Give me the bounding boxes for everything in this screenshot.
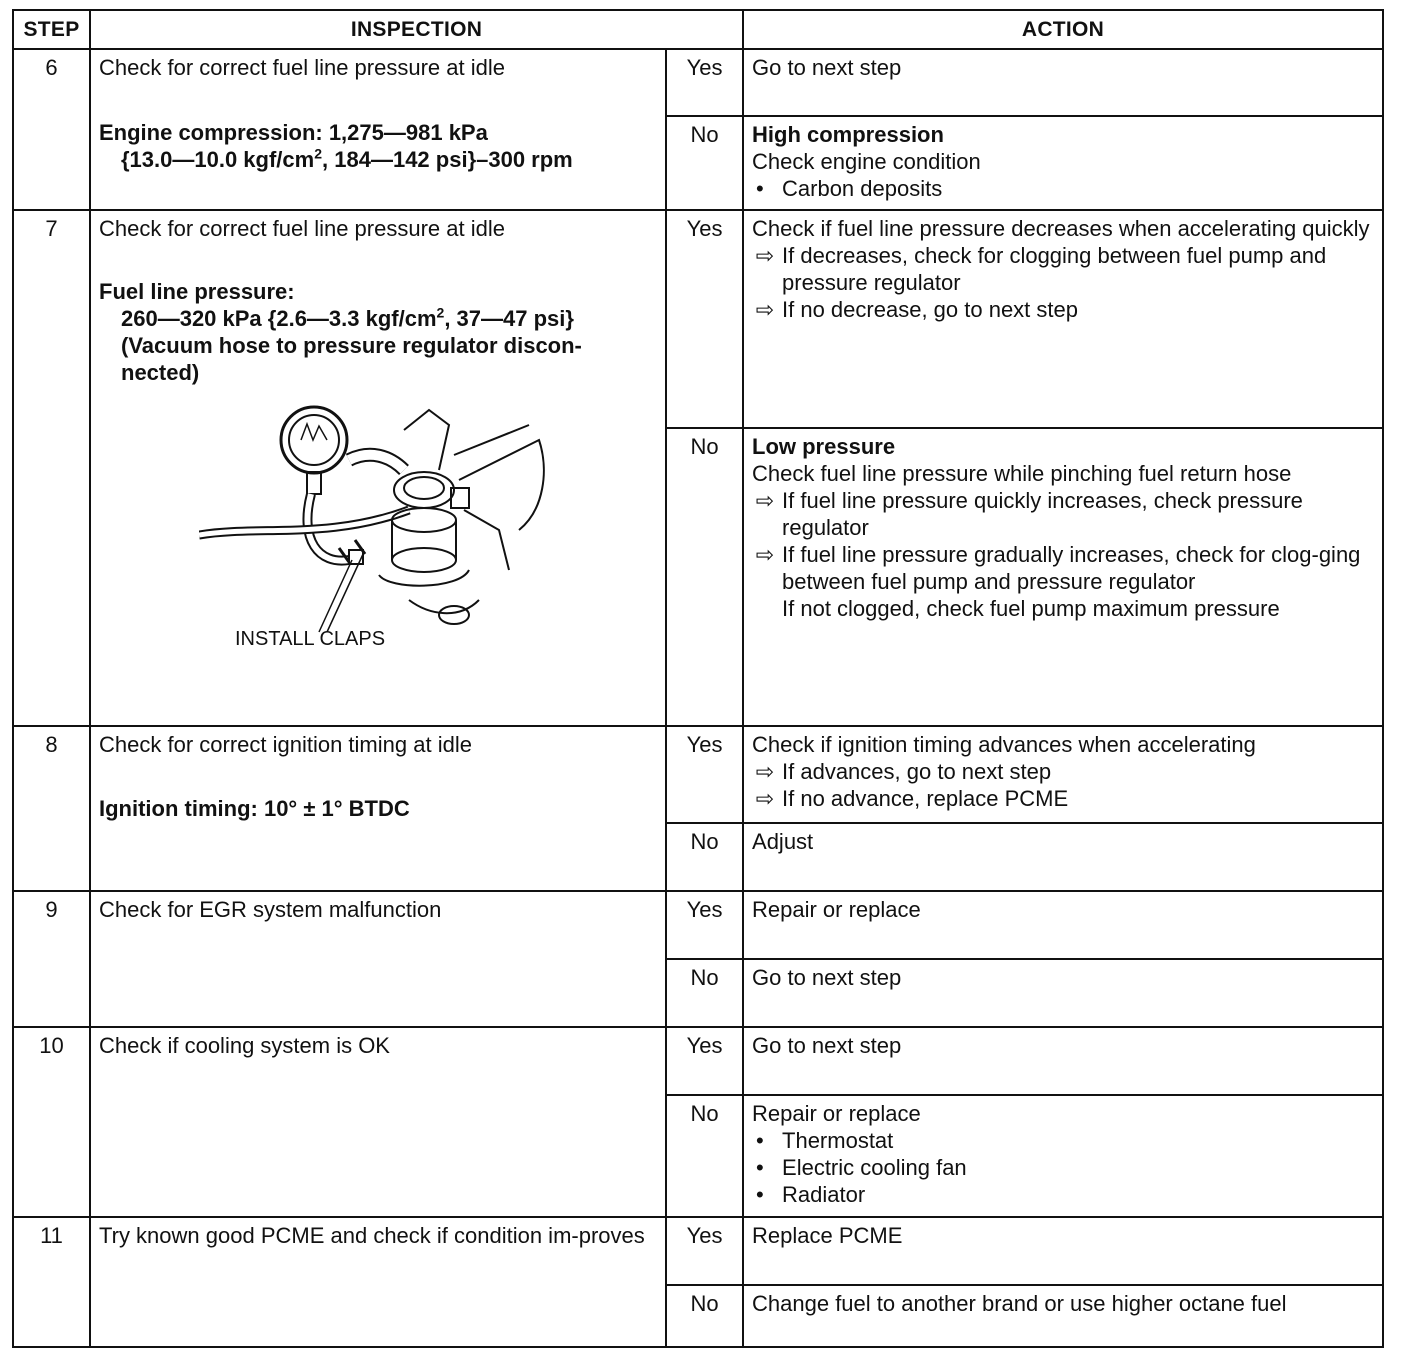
spec-label: Engine compression: 1,275—981 kPa [99,120,488,145]
action-line: Check fuel line pressure while pinching fuel return hose [752,461,1292,486]
arrow-icon: ⇨ [755,243,775,268]
bullet-item: • Electric cooling fan [752,1154,1374,1181]
step-6-yes-row [13,49,1383,116]
inspection-text: Check for EGR system malfunction [99,897,442,922]
inspection-cell [90,49,666,210]
step-number: 11 [13,1217,90,1347]
yes-label: Yes [666,49,743,116]
figure-label: INSTALL CLAPS [235,628,386,650]
spec-note: (Vacuum hose to pressure regulator discon-nected) [121,333,582,385]
arrow-item: ⇨ If fuel line pressure quickly increases, check pressure regulator [752,487,1374,541]
arrow-icon: ⇨ [755,786,775,811]
no-label: No [666,823,743,891]
arrow-item: ⇨ If no advance, replace PCME [752,785,1374,812]
step-7-yes-row [13,210,1383,428]
inspection-text: Check if cooling system is OK [99,1033,390,1058]
arrow-item: ⇨ If fuel line pressure gradually increases, check for clog-ging between fuel pump and pressure regulator [752,541,1374,595]
step-number: 6 [13,49,90,210]
no-action: Change fuel to another brand or use higher octane fuel [743,1285,1383,1347]
yes-action: Go to next step [743,49,1383,116]
arrow-icon: ⇨ [755,759,775,784]
header-inspection: INSPECTION [90,10,743,49]
arrow-item: ⇨ If decreases, check for clogging between fuel pump and pressure regulator [752,242,1374,296]
no-label: No [666,959,743,1027]
spec-label: Ignition timing: 10° ± 1° BTDC [99,796,410,821]
inspection-text: Check for correct fuel line pressure at idle [99,55,505,80]
no-label: No [666,428,743,726]
spec-line: 260—320 kPa {2.6—3.3 kgf/$cm^2$, 37—47 psi} [121,304,574,331]
bullet-item: • Carbon deposits [752,175,1374,202]
inspection-text: Check for correct ignition timing at idle [99,732,472,757]
bullet-item: • Thermostat [752,1127,1374,1154]
inspection-cell [90,891,666,1027]
no-label: No [666,116,743,210]
step-8-yes-row [13,726,1383,823]
step-10-yes-row [13,1027,1383,1095]
yes-label: Yes [666,1217,743,1285]
step-number: 10 [13,1027,90,1217]
inspection-cell [90,726,666,891]
yes-label: Yes [666,1027,743,1095]
spec-label: Fuel line pressure: [99,279,295,304]
action-title: High compression [752,122,944,147]
no-action [743,1095,1383,1217]
inspection-text: Check for correct fuel line pressure at idle [99,216,505,241]
header-action: ACTION [743,10,1383,49]
header-row [13,10,1383,49]
no-label: No [666,1285,743,1347]
step-number: 8 [13,726,90,891]
yes-label: Yes [666,891,743,959]
arrow-item: ⇨ If no decrease, go to next step [752,296,1374,323]
step-9-yes-row [13,891,1383,959]
inspection-cell [90,210,666,726]
yes-action [743,726,1383,823]
inspection-text: Try known good PCME and check if condition im-proves [99,1223,645,1248]
continuation-line: If not clogged, check fuel pump maximum pressure [782,596,1280,621]
action-line: Check if fuel line pressure decreases when accelerating quickly [752,216,1370,241]
no-label: No [666,1095,743,1217]
spec-block [99,119,657,173]
action-line: Check engine condition [752,149,981,174]
arrow-icon: ⇨ [755,297,775,322]
no-action [743,428,1383,726]
arrow-icon: ⇨ [755,542,775,567]
inspection-cell [90,1027,666,1217]
step-number: 9 [13,891,90,1027]
bullet-item: • Radiator [752,1181,1374,1208]
arrow-item: ⇨ If advances, go to next step [752,758,1374,785]
fuel-pressure-gauge-figure [199,400,559,660]
spec-block [99,278,657,386]
yes-action: Replace PCME [743,1217,1383,1285]
arrow-icon: ⇨ [755,488,775,513]
step-number: 7 [13,210,90,726]
yes-action [743,210,1383,428]
yes-label: Yes [666,210,743,428]
yes-action: Go to next step [743,1027,1383,1095]
no-action: Adjust [743,823,1383,891]
yes-label: Yes [666,726,743,823]
gauge-illustration [199,400,559,660]
yes-action: Repair or replace [743,891,1383,959]
no-action: Go to next step [743,959,1383,1027]
step-11-yes-row [13,1217,1383,1285]
action-line: Check if ignition timing advances when accelerating [752,732,1256,757]
spec-line: {13.0—10.0 kgf/$cm^2$, 184—142 psi}–300 rpm [121,145,573,172]
no-action [743,116,1383,210]
action-line: Repair or replace [752,1101,921,1126]
action-title: Low pressure [752,434,896,459]
header-step: STEP [13,10,90,49]
inspection-cell [90,1217,666,1347]
troubleshooting-table [12,9,1384,1348]
